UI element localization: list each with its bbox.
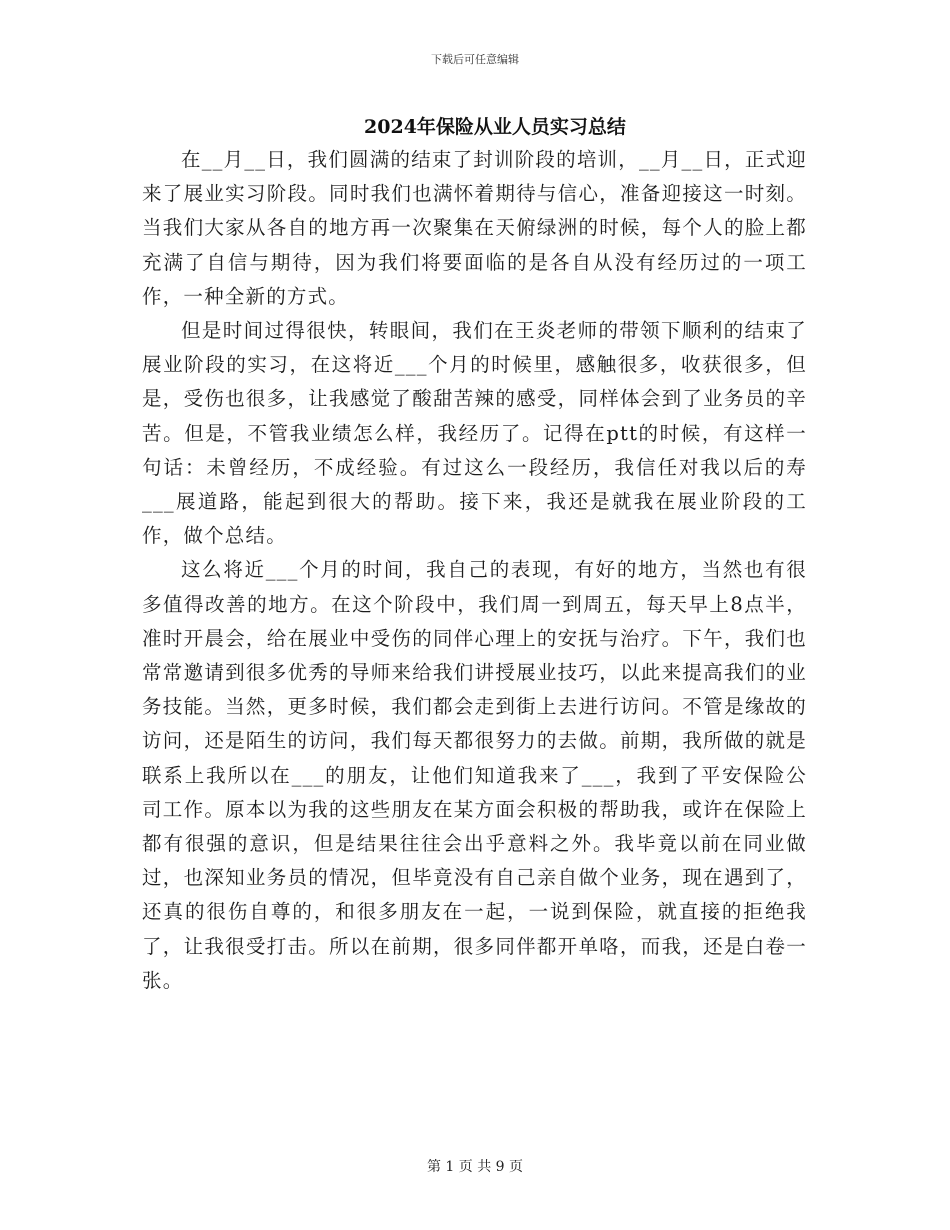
- paragraph-2: 但是时间过得很快，转眼间，我们在王炎老师的带领下顺利的结束了展业阶段的实习，在这将近___个月的时候里，感触很多，收获很多，但是，受伤也很多，让我感觉了酸甜苦辣的感受，同样体会到了业务员的辛苦。但是，不管我业绩怎么样，我经历了。记得在ptt的时候，有这样一句话：未曾经历，不成经验。有过这么一段经历，我信任对我以后的寿___展道路，能起到很大的帮助。接下来，我还是就我在展业阶段的工作，做个总结。: [142, 319, 807, 548]
- paragraph-1: 在__月__日，我们圆满的结束了封训阶段的培训，__月__日，正式迎来了展业实习阶段。同时我们也满怀着期待与信心，准备迎接这一时刻。当我们大家从各自的地方再一次聚集在天俯绿洲的时候，每个人的脸上都充满了自信与期待，因为我们将要面临的是各自从没有经历过的一项工作，一种全新的方式。: [142, 148, 807, 308]
- document-title: 2024年保险从业人员实习总结: [364, 116, 626, 138]
- document-body: [142, 143, 807, 998]
- page-number-footer: 第 1 页 共 9 页: [426, 1159, 524, 1175]
- paragraph-3: 这么将近___个月的时间，我自己的表现，有好的地方，当然也有很多值得改善的地方。在这个阶段中，我们周一到周五，每天早上8点半，准时开晨会，给在展业中受伤的同伴心理上的安抚与治疗。下午，我们也常常邀请到很多优秀的导师来给我们讲授展业技巧，以此来提高我们的业务技能。当然，更多时候，我们都会走到街上去进行访问。不管是缘故的访问，还是陌生的访问，我们每天都很努力的去做。前期，我所做的就是联系上我所以在___的朋友，让他们知道我来了___，我到了平安保险公司工作。原本以为我的这些朋友在某方面会积极的帮助我，或许在保险上都有很强的意识，但是结果往往会出乎意料之外。我毕竟以前在同业做过，也深知业务员的情况，但毕竟没有自己亲自做个业务，现在遇到了，还真的很伤自尊的，和很多朋友在一起，一说到保险，就直接的拒绝我了，让我很受打击。所以在前期，很多同伴都开单咯，而我，还是白卷一张。: [142, 558, 807, 992]
- page-header: 下载后可任意编辑: [431, 53, 519, 66]
